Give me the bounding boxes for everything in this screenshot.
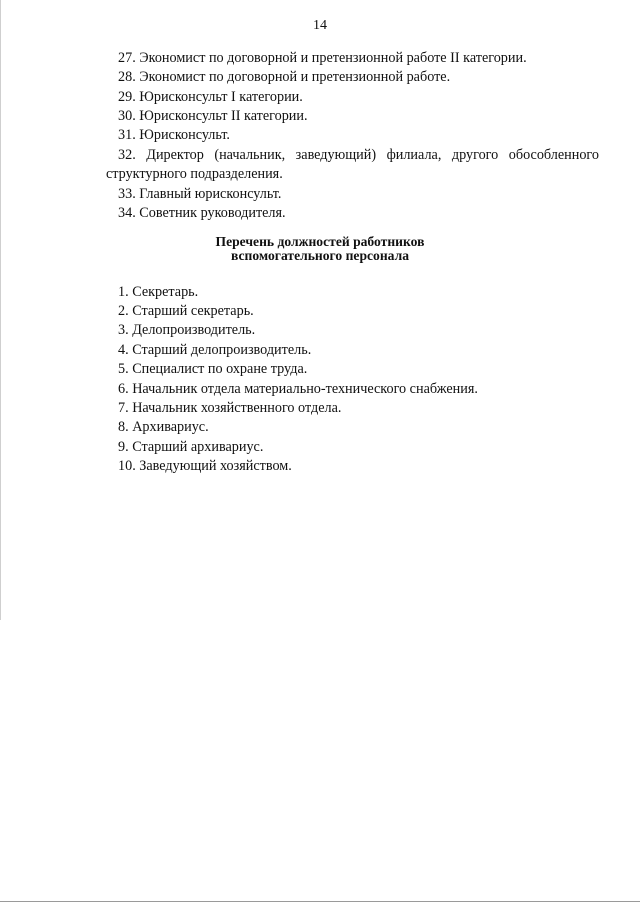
list-item-32-line-1: 32. Директор (начальник, заведующий) филиала, другого обособленного bbox=[118, 147, 599, 163]
section-heading-line-1: Перечень должностей работников bbox=[215, 234, 425, 249]
scan-bottom-edge bbox=[0, 901, 640, 902]
scan-left-edge bbox=[0, 0, 1, 620]
section-heading-line-2: вспомогательного персонала bbox=[230, 248, 410, 263]
aux-list-item-8: 8. Архивариус. bbox=[118, 419, 209, 435]
aux-list-item-3: 3. Делопроизводитель. bbox=[118, 322, 256, 338]
aux-list-item-5: 5. Специалист по охране труда. bbox=[118, 361, 308, 377]
list-item-33: 33. Главный юрисконсульт. bbox=[118, 186, 282, 202]
list-item-27: 27. Экономист по договорной и претензионной работе II категории. bbox=[118, 50, 527, 66]
aux-list-item-7: 7. Начальник хозяйственного отдела. bbox=[118, 400, 342, 416]
page-number: 14 bbox=[313, 18, 327, 33]
list-item-30: 30. Юрисконсульт II категории. bbox=[118, 108, 308, 124]
aux-list-item-4: 4. Старший делопроизводитель. bbox=[118, 342, 312, 358]
list-item-32-line-2: структурного подразделения. bbox=[106, 166, 283, 182]
list-item-34: 34. Советник руководителя. bbox=[118, 205, 286, 221]
aux-list-item-1: 1. Секретарь. bbox=[118, 284, 199, 300]
list-item-29: 29. Юрисконсульт I категории. bbox=[118, 89, 303, 105]
aux-list-item-10: 10. Заведующий хозяйством. bbox=[118, 458, 292, 474]
aux-list-item-2: 2. Старший секретарь. bbox=[118, 303, 254, 319]
list-item-28: 28. Экономист по договорной и претензионной работе. bbox=[118, 69, 451, 85]
aux-list-item-6: 6. Начальник отдела материально-технического снабжения. bbox=[118, 381, 478, 397]
list-item-31: 31. Юрисконсульт. bbox=[118, 127, 230, 143]
aux-list-item-9: 9. Старший архивариус. bbox=[118, 439, 264, 455]
